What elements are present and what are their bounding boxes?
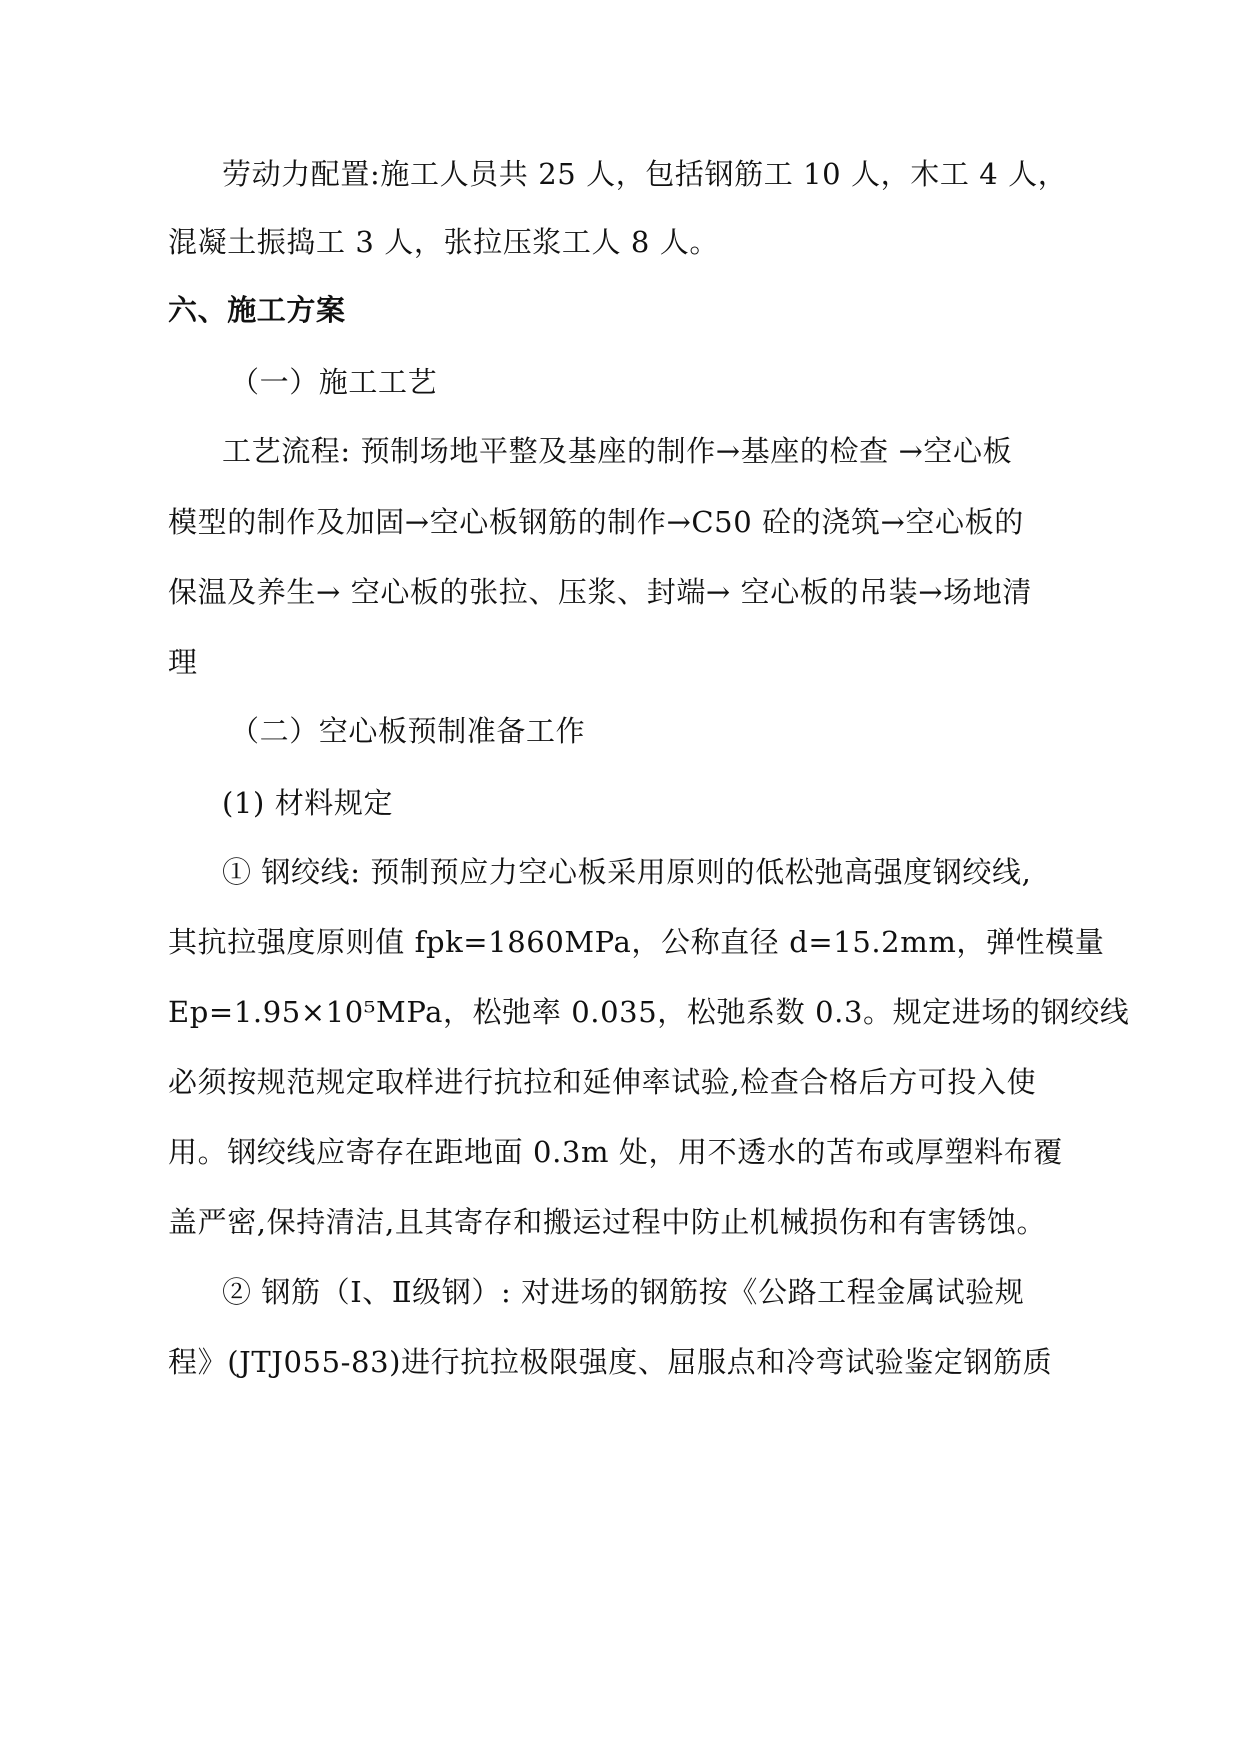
paragraph-labor-line-1: 劳动力配置:施工人员共 25 人，包括钢筋工 10 人，木工 4 人， bbox=[222, 157, 1068, 191]
process-flow-line-3: 保温及养生→ 空心板的张拉、压浆、封端→ 空心板的吊装→场地清 bbox=[168, 575, 1032, 609]
process-flow-line-1: 工艺流程: 预制场地平整及基座的制作→基座的检查 →空心板 bbox=[222, 434, 1013, 468]
strand-paragraph-line-3: Ep=1.95×10⁵MPa，松弛率 0.035，松弛系数 0.3。规定进场的钢绞线 bbox=[168, 995, 1130, 1029]
section-heading: 六、施工方案 bbox=[168, 293, 346, 327]
strand-paragraph-line-5: 用。钢绞线应寄存在距地面 0.3m 处，用不透水的苫布或厚塑料布覆 bbox=[168, 1135, 1063, 1169]
process-flow-line-4: 理 bbox=[168, 645, 198, 679]
strand-paragraph-line-2: 其抗拉强度原则值 fpk=1860MPa，公称直径 d=15.2mm，弹性模量 bbox=[168, 925, 1105, 959]
rebar-paragraph-line-2: 程》(JTJ055-83)进行抗拉极限强度、屈服点和冷弯试验鉴定钢筋质 bbox=[168, 1345, 1053, 1379]
material-heading: (1) 材料规定 bbox=[222, 786, 394, 820]
strand-paragraph-line-6: 盖严密,保持清洁,且其寄存和搬运过程中防止机械损伤和有害锈蚀。 bbox=[168, 1205, 1047, 1239]
process-flow-line-2: 模型的制作及加固→空心板钢筋的制作→C50 砼的浇筑→空心板的 bbox=[168, 505, 1024, 539]
strand-paragraph-line-4: 必须按规范规定取样进行抗拉和延伸率试验,检查合格后方可投入使 bbox=[168, 1065, 1037, 1099]
subsection-heading-1: （一）施工工艺 bbox=[230, 365, 438, 399]
subsection-heading-2: （二）空心板预制准备工作 bbox=[230, 714, 586, 748]
strand-paragraph-line-1: ① 钢绞线: 预制预应力空心板采用原则的低松弛高强度钢绞线, bbox=[222, 855, 1032, 889]
rebar-paragraph-line-1: ② 钢筋（Ⅰ、Ⅱ级钢）: 对进场的钢筋按《公路工程金属试验规 bbox=[222, 1275, 1025, 1309]
paragraph-labor-line-2: 混凝土振捣工 3 人，张拉压浆工人 8 人。 bbox=[168, 225, 719, 259]
